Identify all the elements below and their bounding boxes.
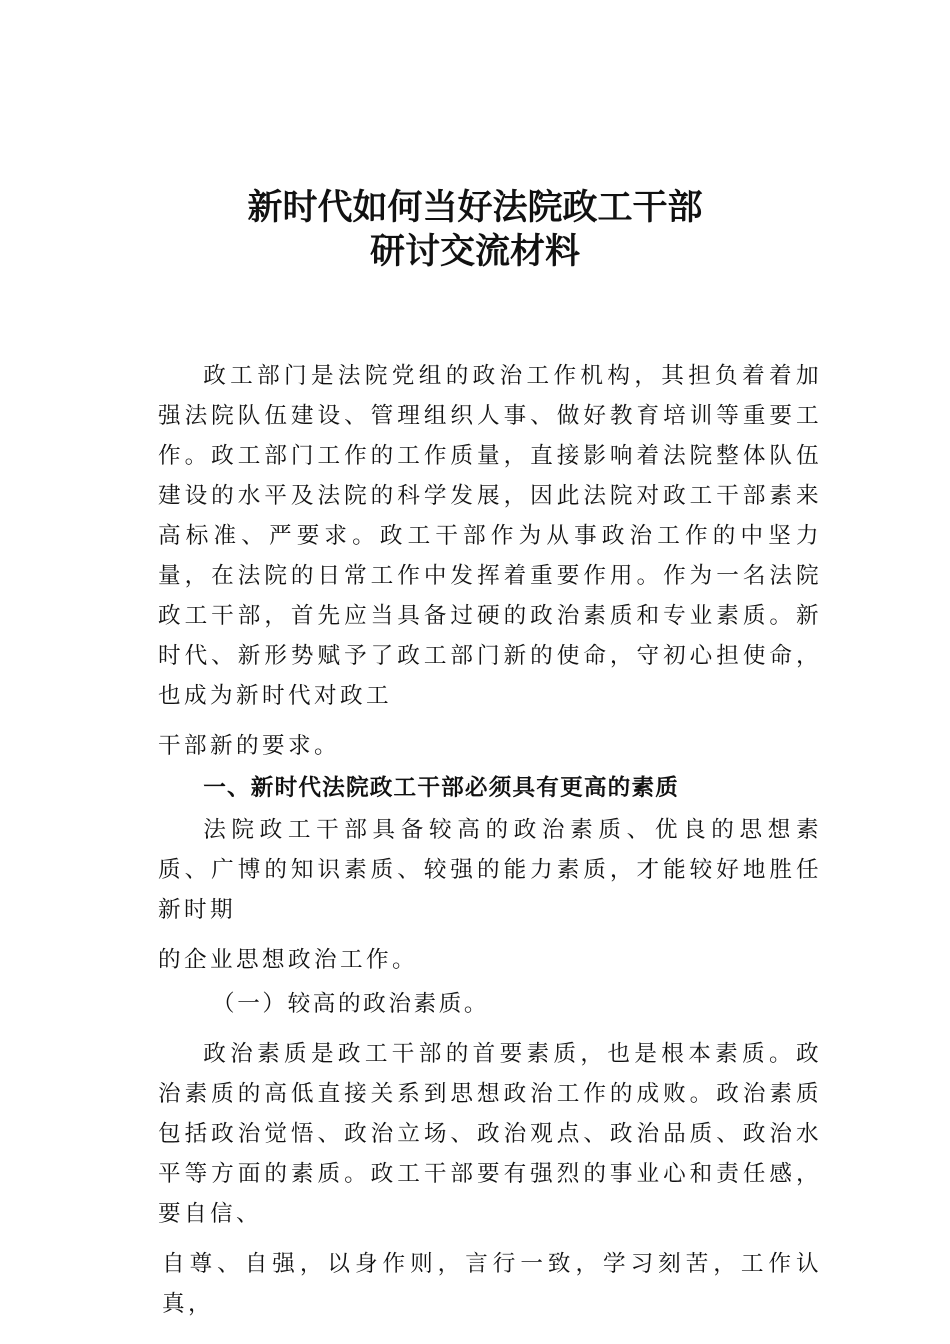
section-heading-1: 一、新时代法院政工干部必须具有更高的素质 — [203, 775, 680, 801]
document-body — [158, 356, 822, 1324]
paragraph-political-quality: 政治素质是政工干部的首要素质，也是根本素质。政治素质的高低直接关系到思想政治工作的成败。政治素质包括政治觉悟、政治立场、政治观点、政治品质、政治水平等方面的素质。政工干部要有强烈的事业心和责任感，要自信、 — [158, 1041, 822, 1227]
paragraph-intro-tail: 干部新的要求。 — [158, 733, 340, 759]
paragraph-political-quality-tail: 自尊、自强，以身作则，言行一致，学习刻苦，工作认真， — [162, 1251, 822, 1317]
title-line-2: 研讨交流材料 — [369, 232, 580, 272]
paragraph-qualities: 法院政工干部具备较高的政治素质、优良的思想素质、广博的知识素质、较强的能力素质，才能较好地胜任新时期 — [158, 817, 822, 923]
document-title — [0, 186, 950, 274]
title-line-1: 新时代如何当好法院政工干部 — [247, 188, 703, 228]
subsection-heading-1: （一）较高的政治素质。 — [212, 991, 490, 1017]
paragraph-intro: 政工部门是法院党组的政治工作机构，其担负着着加强法院队伍建设、管理组织人事、做好教育培训等重要工作。政工部门工作的工作质量，直接影响着法院整体队伍建设的水平及法院的科学发展，因此法院对政工干部素来高标准、严要求。政工干部作为从事政治工作的中坚力量，在法院的日常工作中发挥着重要作用。作为一名法院政工干部，首先应当具备过硬的政治素质和专业素质。新时代、新形势赋予了政工部门新的使命，守初心担使命，也成为新时代对政工 — [158, 363, 822, 709]
paragraph-qualities-tail: 的企业思想政治工作。 — [158, 947, 418, 973]
